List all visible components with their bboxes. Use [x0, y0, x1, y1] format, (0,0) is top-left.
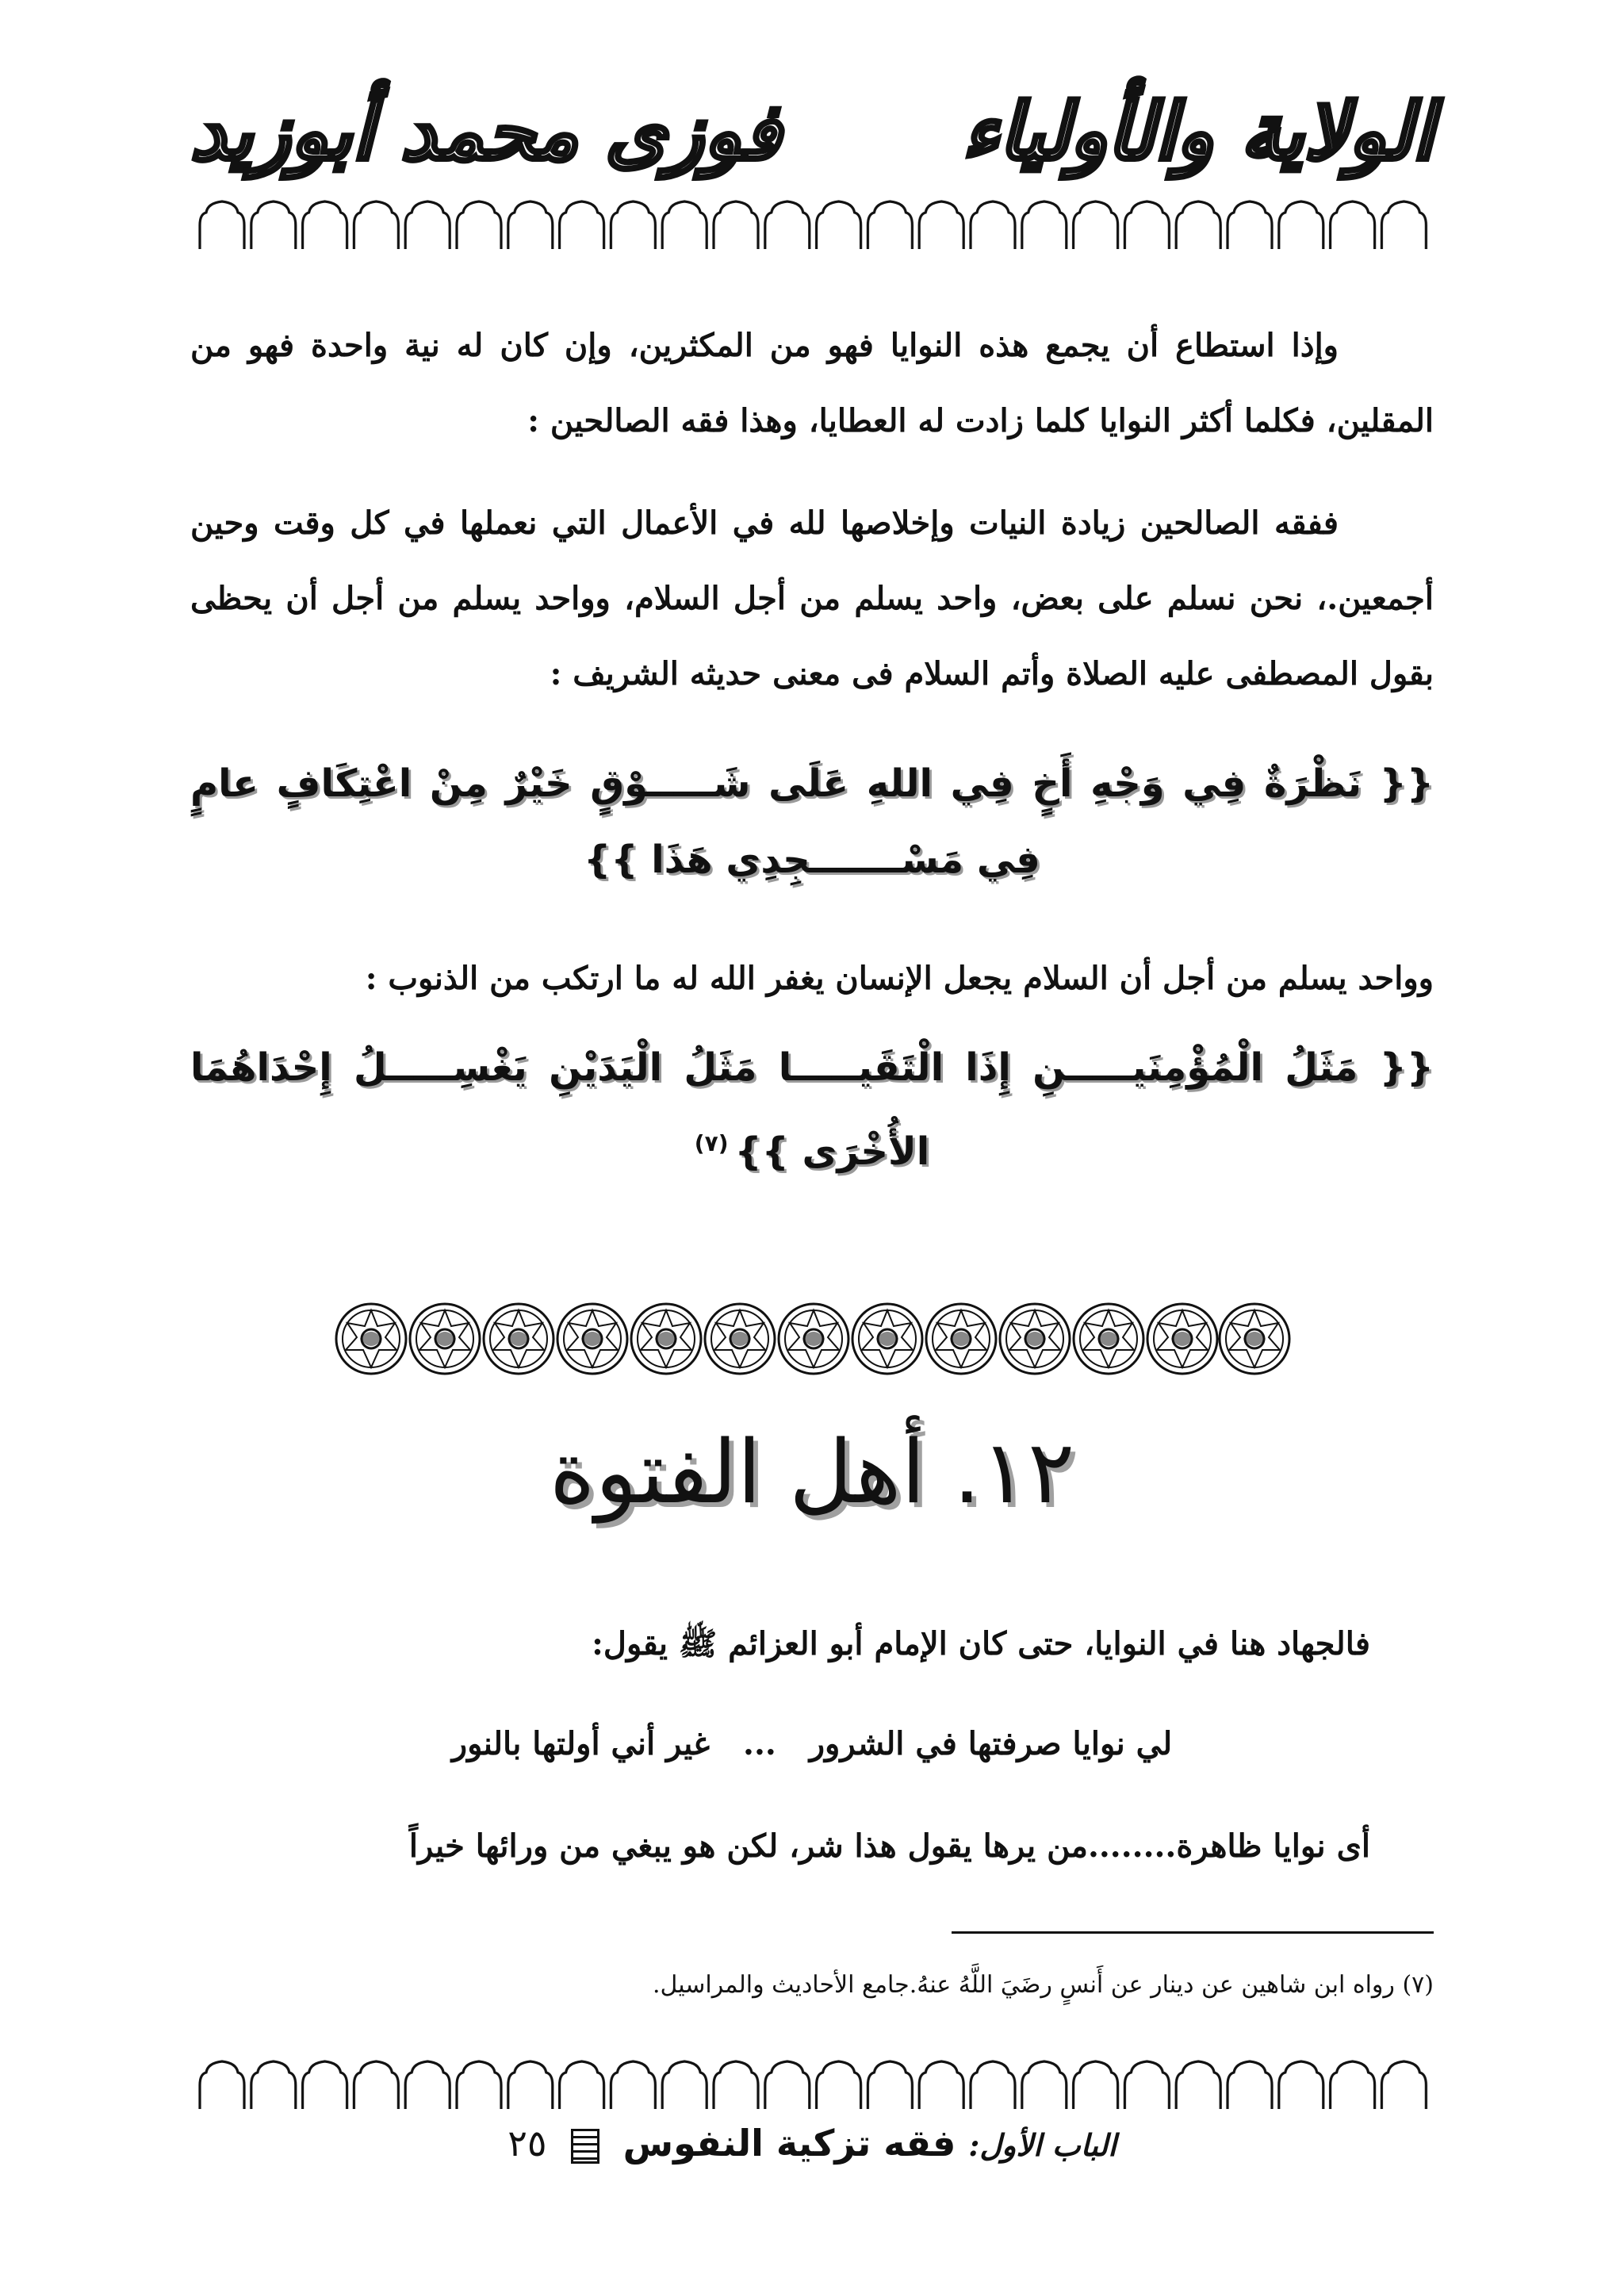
footer-book-name: فقه تزكية النفوس [622, 2122, 956, 2165]
section-heading: ١٢. أهل الفتوة [549, 1421, 1075, 1523]
footnote [653, 1971, 1434, 1999]
header-arch-border [197, 198, 1431, 251]
ornament-medal [410, 1304, 480, 1374]
footnote-separator [952, 1931, 1434, 1934]
verse-separator: ... [743, 1725, 776, 1762]
ornament-medal [1220, 1304, 1289, 1374]
header-book-title: الولاية والأولياء [962, 86, 1434, 178]
paragraph-intentions: وإذا استطاع أن يجمع هذه النوايا فهو من المكثرين، وإن كان له نية واحدة فهو من المقلين، فكلما أكثر النوايا كلما زادت له العطايا، وهذا فقه الصالحين : [190, 327, 1434, 439]
ornament-medal [484, 1304, 553, 1374]
ornament-medal [631, 1304, 701, 1374]
hadith-hands-line-2-text: الأُخْرَى }} [734, 1129, 930, 1174]
paragraph-fiqh-salihin: ففقه الصالحين زيادة النيات وإخلاصها لله في الأعمال التي نعملها في كل وقت وحين أجمعين.، نحن نسلم على بعض، واحد يسلم من أجل السلام، وواحد يسلم من أجل أن يحظى بقول المصطفى عليه الصلاة وأتم السلام فى معنى حديثه الشريف : [190, 504, 1434, 692]
header-author: فوزى محمد أبوزيد [190, 86, 781, 178]
page-number: ٢٥ [508, 2122, 547, 2165]
paragraph-apparent-intentions: أى نوايا ظاهرة........من يرها يقول هذا شر، لكن هو يبغي من ورائها خيراً [408, 1827, 1370, 1865]
ornament-medal [557, 1304, 627, 1374]
footnote-number: (٧) [1402, 1971, 1434, 1999]
book-icon [571, 2129, 599, 2164]
footer-chapter-label: الباب الأول: [968, 2127, 1116, 2163]
ornament-medal [1000, 1304, 1070, 1374]
ornament-medal [336, 1304, 406, 1374]
ornament-medal [1147, 1304, 1217, 1374]
verse-hemistich-2: غير أني أولتها بالنور [451, 1725, 710, 1762]
ornament-divider [333, 1301, 1293, 1377]
page-footer [0, 2122, 1624, 2165]
paragraph-jihad-intentions: فالجهاد هنا في النوايا، حتى كان الإمام أبو العزائم ﷺ يقول: [592, 1625, 1370, 1662]
ornament-medal [926, 1304, 996, 1374]
hadith-gaze-line-1: {{ نَظْرَةٌ فِي وَجْهِ أَخٍ فِي اللهِ عَلَى شَـــــوْقٍ خَيْرٌ مِنْ اعْتِكَافٍ عامٍ [190, 761, 1434, 806]
footnote-reference[interactable]: (٧) [694, 1130, 729, 1156]
paragraph-forgiveness: وواحد يسلم من أجل أن السلام يجعل الإنسان يغفر الله له ما ارتكب من الذنوب : [365, 960, 1434, 997]
hadith-gaze-line-2: فِي مَسْـــــــجِدِي هَذَا }} [584, 838, 1040, 882]
ornament-medal [852, 1304, 922, 1374]
footer-arch-border [197, 2058, 1431, 2111]
hadith-hands-line-1: {{ مَثَلُ الْمُؤْمِنَيـــــنِ إِذَا الْتَقَيـــــا مَثَلُ الْيَدَيْنِ يَغْسِـــــلُ إِحْدَاهُمَا [190, 1045, 1434, 1090]
hadith-gaze [190, 746, 1434, 898]
verse-hemistich-1: لي نوايا صرفتها في الشرور [809, 1725, 1173, 1762]
ornament-medal [705, 1304, 775, 1374]
hadith-two-hands [190, 1030, 1434, 1190]
ornament-medal [1074, 1304, 1143, 1374]
ornament-medal [779, 1304, 848, 1374]
hadith-hands-line-2 [190, 1106, 1434, 1190]
poetry-verse [0, 1725, 1624, 1762]
footnote-text: رواه ابن شاهين عن دينار عن أَنسٍ رضَيَ اللَّهُ عنهُ.جامع الأحاديث والمراسيل. [652, 1971, 1395, 1999]
